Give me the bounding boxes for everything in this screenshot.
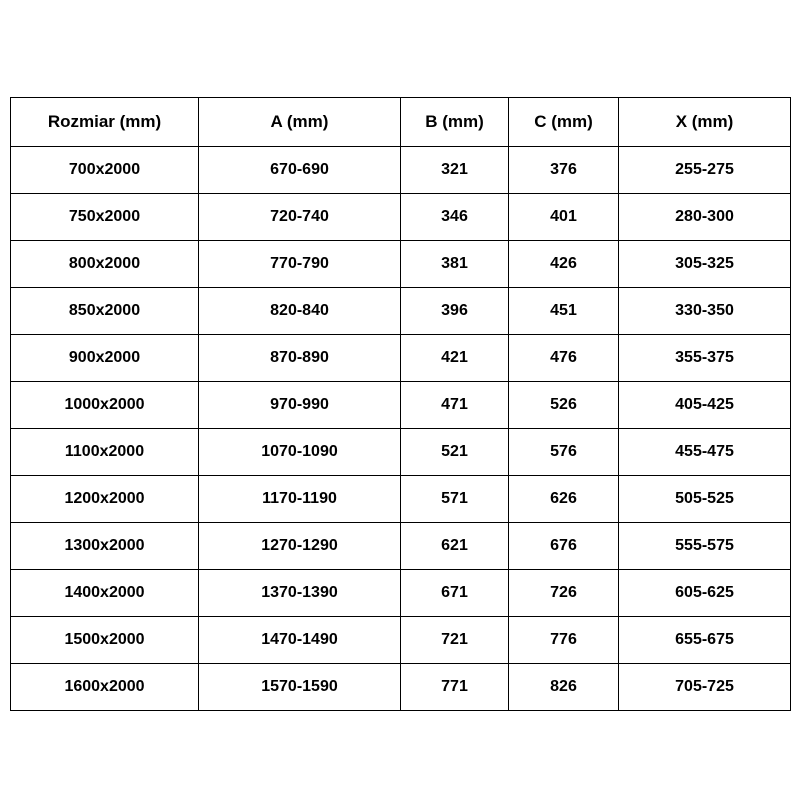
cell-c: 401 bbox=[509, 194, 619, 241]
cell-x: 405-425 bbox=[619, 382, 791, 429]
column-header-a: A (mm) bbox=[199, 98, 401, 147]
cell-x: 255-275 bbox=[619, 147, 791, 194]
cell-c: 526 bbox=[509, 382, 619, 429]
size-table-container bbox=[10, 97, 790, 711]
table-row bbox=[11, 382, 791, 429]
cell-x: 280-300 bbox=[619, 194, 791, 241]
cell-a: 870-890 bbox=[199, 335, 401, 382]
cell-c: 576 bbox=[509, 429, 619, 476]
cell-a: 1570-1590 bbox=[199, 664, 401, 711]
column-header-b: B (mm) bbox=[401, 98, 509, 147]
cell-size: 1200x2000 bbox=[11, 476, 199, 523]
cell-a: 1370-1390 bbox=[199, 570, 401, 617]
cell-size: 800x2000 bbox=[11, 241, 199, 288]
size-table bbox=[10, 97, 791, 711]
cell-b: 671 bbox=[401, 570, 509, 617]
cell-a: 670-690 bbox=[199, 147, 401, 194]
cell-c: 626 bbox=[509, 476, 619, 523]
table-body bbox=[11, 147, 791, 711]
cell-x: 455-475 bbox=[619, 429, 791, 476]
cell-x: 355-375 bbox=[619, 335, 791, 382]
table-row bbox=[11, 664, 791, 711]
cell-size: 700x2000 bbox=[11, 147, 199, 194]
table-header bbox=[11, 98, 791, 147]
column-header-x: X (mm) bbox=[619, 98, 791, 147]
cell-c: 776 bbox=[509, 617, 619, 664]
cell-b: 321 bbox=[401, 147, 509, 194]
cell-a: 1270-1290 bbox=[199, 523, 401, 570]
table-row bbox=[11, 194, 791, 241]
cell-x: 705-725 bbox=[619, 664, 791, 711]
table-row bbox=[11, 476, 791, 523]
cell-c: 376 bbox=[509, 147, 619, 194]
cell-c: 426 bbox=[509, 241, 619, 288]
cell-size: 1600x2000 bbox=[11, 664, 199, 711]
table-row bbox=[11, 570, 791, 617]
cell-x: 305-325 bbox=[619, 241, 791, 288]
cell-b: 396 bbox=[401, 288, 509, 335]
column-header-c: C (mm) bbox=[509, 98, 619, 147]
cell-c: 451 bbox=[509, 288, 619, 335]
cell-size: 1400x2000 bbox=[11, 570, 199, 617]
cell-size: 1000x2000 bbox=[11, 382, 199, 429]
cell-b: 381 bbox=[401, 241, 509, 288]
cell-a: 720-740 bbox=[199, 194, 401, 241]
table-row bbox=[11, 241, 791, 288]
cell-size: 750x2000 bbox=[11, 194, 199, 241]
cell-b: 346 bbox=[401, 194, 509, 241]
cell-size: 1100x2000 bbox=[11, 429, 199, 476]
cell-b: 521 bbox=[401, 429, 509, 476]
cell-c: 726 bbox=[509, 570, 619, 617]
cell-b: 471 bbox=[401, 382, 509, 429]
table-row bbox=[11, 335, 791, 382]
cell-x: 655-675 bbox=[619, 617, 791, 664]
cell-size: 900x2000 bbox=[11, 335, 199, 382]
cell-c: 826 bbox=[509, 664, 619, 711]
cell-a: 820-840 bbox=[199, 288, 401, 335]
cell-size: 850x2000 bbox=[11, 288, 199, 335]
table-row bbox=[11, 523, 791, 570]
cell-c: 676 bbox=[509, 523, 619, 570]
cell-a: 1170-1190 bbox=[199, 476, 401, 523]
cell-b: 421 bbox=[401, 335, 509, 382]
cell-b: 571 bbox=[401, 476, 509, 523]
cell-x: 605-625 bbox=[619, 570, 791, 617]
table-row bbox=[11, 288, 791, 335]
cell-c: 476 bbox=[509, 335, 619, 382]
table-row bbox=[11, 147, 791, 194]
table-row bbox=[11, 617, 791, 664]
cell-size: 1300x2000 bbox=[11, 523, 199, 570]
table-header-row bbox=[11, 98, 791, 147]
cell-x: 505-525 bbox=[619, 476, 791, 523]
cell-b: 621 bbox=[401, 523, 509, 570]
cell-a: 1470-1490 bbox=[199, 617, 401, 664]
cell-b: 771 bbox=[401, 664, 509, 711]
cell-size: 1500x2000 bbox=[11, 617, 199, 664]
cell-x: 330-350 bbox=[619, 288, 791, 335]
cell-a: 1070-1090 bbox=[199, 429, 401, 476]
cell-b: 721 bbox=[401, 617, 509, 664]
column-header-size: Rozmiar (mm) bbox=[11, 98, 199, 147]
cell-a: 770-790 bbox=[199, 241, 401, 288]
cell-x: 555-575 bbox=[619, 523, 791, 570]
table-row bbox=[11, 429, 791, 476]
cell-a: 970-990 bbox=[199, 382, 401, 429]
